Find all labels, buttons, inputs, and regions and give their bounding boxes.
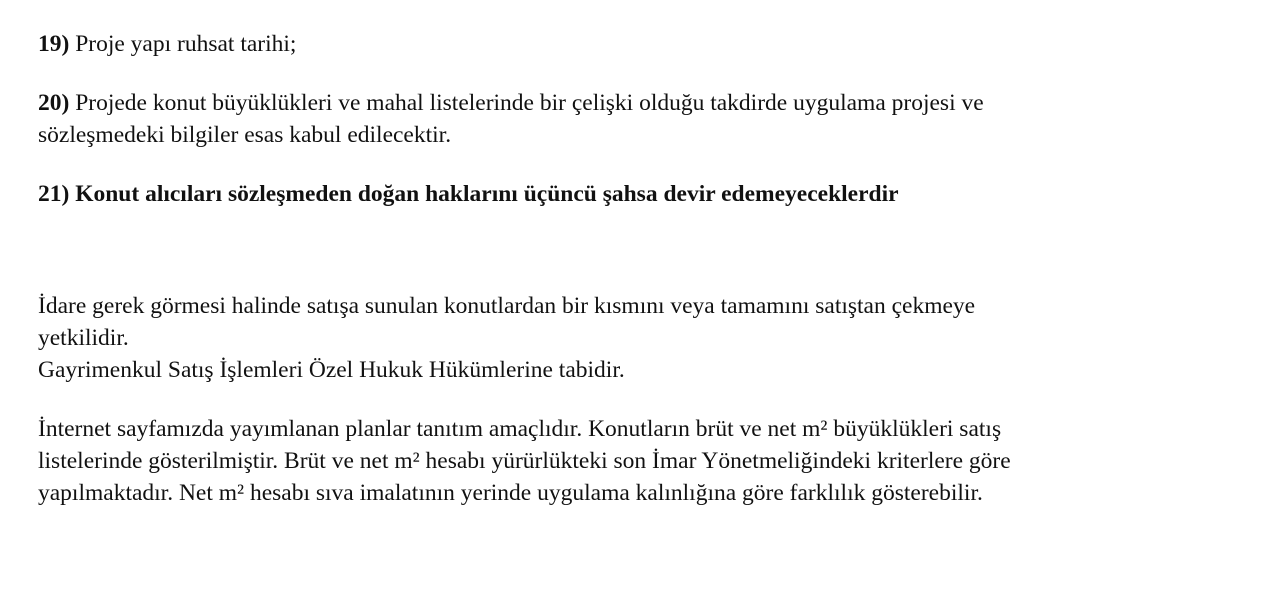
document-body xyxy=(38,28,1258,509)
clause-number: 19) xyxy=(38,31,70,57)
clause-text-line: Konut alıcıları sözleşmeden doğan haklarını üçüncü şahsa devir edemeyeceklerdir xyxy=(75,181,899,207)
notice-text-line: listelerinde gösterilmiştir. Brüt ve net m² hesabı yürürlükteki son İmar Yönetmeliğindeki kriterlere göre xyxy=(38,448,1011,474)
clause-text-line: Proje yapı ruhsat tarihi; xyxy=(75,31,297,57)
notice-text-line: İdare gerek görmesi halinde satışa sunulan konutlardan bir kısmını veya tamamını satıştan çekmeye xyxy=(38,293,976,319)
clause-20 xyxy=(38,87,1258,151)
clause-19 xyxy=(38,28,1258,60)
notice-plans xyxy=(38,413,1258,509)
notice-withdrawal xyxy=(38,290,1258,386)
notice-text-line: yapılmaktadır. Net m² hesabı sıva imalatının yerinde uygulama kalınlığına göre farklılık gösterebilir. xyxy=(38,480,983,506)
notice-text-line: İnternet sayfamızda yayımlanan planlar tanıtım amaçlıdır. Konutların brüt ve net m² büyüklükleri satış xyxy=(38,416,1002,442)
notice-text-line: yetkilidir. xyxy=(38,325,129,351)
clause-number: 21) xyxy=(38,181,70,207)
clause-text-line: sözleşmedeki bilgiler esas kabul edilecektir. xyxy=(38,122,452,148)
clause-number: 20) xyxy=(38,90,70,116)
notice-text-line: Gayrimenkul Satış İşlemleri Özel Hukuk Hükümlerine tabidir. xyxy=(38,357,625,383)
clause-text-line: Projede konut büyüklükleri ve mahal listelerinde bir çelişki olduğu takdirde uygulama projesi ve xyxy=(75,90,984,116)
clause-21 xyxy=(38,178,1258,210)
